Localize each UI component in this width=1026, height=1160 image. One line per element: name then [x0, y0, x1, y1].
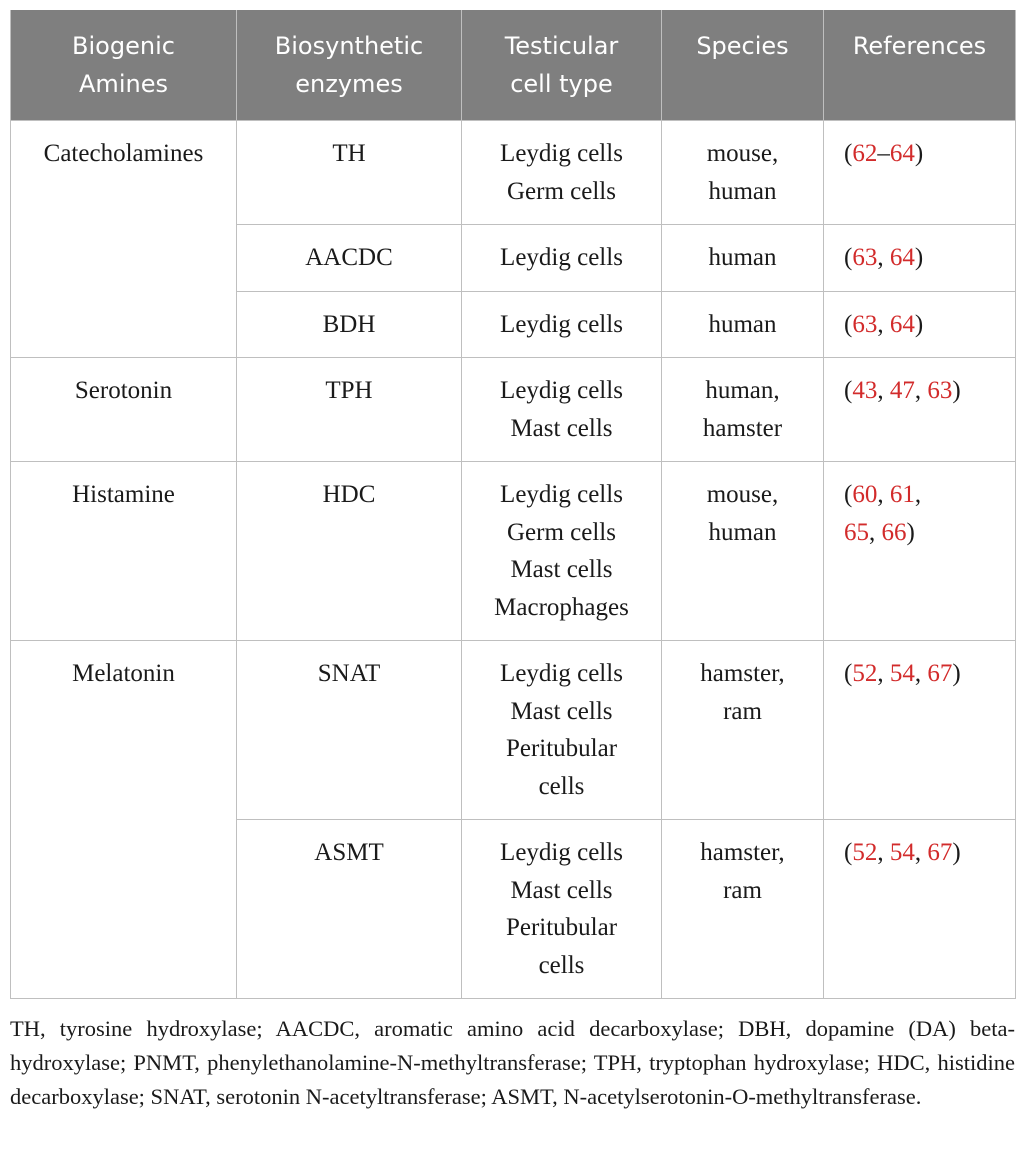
species-line: mouse, [706, 481, 779, 508]
species-line: hamster [702, 414, 783, 442]
species-cell [662, 820, 824, 999]
enzyme-name: SNAT [317, 660, 381, 687]
header-text-line: Amines [79, 70, 168, 98]
enzyme-cell [237, 462, 462, 641]
cell-type-cell [462, 225, 662, 292]
table-footnote: TH, tyrosine hydroxylase; AACDC, aromatic amino acid decarboxylase; DBH, dopamine (DA) beta-hydroxylase; PNMT, phenylethanolamine-N-methyltransferase; TPH, tryptophan hydroxylase; HDC, histidine decarboxylase; SNAT, serotonin N-acetyltransferase; ASMT, N-acetylserotonin-O-methyltransferase. [10, 1016, 1015, 1109]
cell-type-cell [462, 462, 662, 641]
ref-separator: , [877, 310, 890, 338]
ref-paren: ) [914, 310, 924, 338]
ref-separator: , [877, 244, 890, 271]
species-cell [662, 641, 824, 820]
ref-paren: ) [952, 660, 961, 687]
ref-separator: , [914, 377, 928, 404]
ref-separator: , [914, 839, 928, 866]
cell-type-line: Mast cells [510, 876, 613, 904]
reference-link[interactable]: 62 [852, 140, 878, 167]
ref-paren: ( [844, 310, 853, 338]
species-line: ram [723, 697, 762, 725]
header-text-line: enzymes [295, 70, 403, 98]
references-cell [824, 820, 1016, 999]
header-text-line: Biogenic [72, 32, 175, 60]
cell-type-line: Leydig cells [500, 310, 623, 338]
ref-paren: ) [952, 839, 961, 866]
header-text-line: Biosynthetic [274, 32, 424, 60]
cell-type-line: Macrophages [494, 593, 629, 621]
reference-link[interactable]: 63 [852, 244, 878, 271]
reference-link[interactable]: 66 [881, 518, 907, 546]
cell-type-line: Leydig cells [500, 140, 623, 167]
reference-link[interactable]: 67 [927, 660, 953, 687]
ref-paren: ( [844, 660, 853, 687]
ref-separator: , [877, 839, 890, 866]
enzyme-name: AACDC [305, 244, 393, 271]
amine-name: Histamine [72, 481, 175, 508]
ref-separator: , [877, 377, 890, 404]
enzyme-name: BDH [322, 310, 376, 338]
amine-cell [11, 462, 237, 641]
references-cell [824, 291, 1016, 358]
table-row [11, 462, 1016, 641]
biogenic-amines-table [10, 10, 1016, 999]
species-line: hamster, [700, 660, 785, 687]
ref-paren: ( [844, 481, 853, 508]
cell-type-line: Mast cells [510, 697, 613, 725]
reference-link[interactable]: 60 [852, 481, 878, 508]
enzyme-cell [237, 641, 462, 820]
table-row [11, 358, 1016, 462]
cell-type-line: cells [538, 951, 585, 979]
species-cell [662, 358, 824, 462]
header-text-line: References [852, 32, 987, 60]
species-cell [662, 462, 824, 641]
reference-link[interactable]: 54 [889, 839, 915, 866]
amine-name: Melatonin [72, 660, 175, 687]
reference-link[interactable]: 67 [927, 839, 953, 866]
reference-link[interactable]: 52 [852, 839, 878, 866]
amine-name: Catecholamines [43, 140, 204, 167]
header-text-line: Testicular [504, 32, 619, 60]
species-cell [662, 291, 824, 358]
cell-type-line: Germ cells [507, 518, 616, 546]
header-row [11, 10, 1016, 121]
ref-separator: , [869, 518, 882, 546]
species-line: human [708, 177, 777, 205]
reference-link[interactable]: 43 [852, 377, 878, 404]
ref-separator: , [877, 481, 890, 508]
table-row [11, 121, 1016, 225]
header-text-line: Species [696, 32, 789, 60]
cell-type-line: Germ cells [507, 177, 616, 205]
references-cell [824, 225, 1016, 292]
species-line: human [708, 518, 777, 546]
cell-type-line: Leydig cells [500, 481, 623, 508]
enzyme-name: TPH [325, 377, 373, 404]
species-line: hamster, [700, 839, 785, 866]
cell-type-line: cells [538, 772, 585, 800]
enzyme-cell [237, 225, 462, 292]
cell-type-line: Mast cells [510, 414, 613, 442]
enzyme-cell [237, 291, 462, 358]
references-cell [824, 358, 1016, 462]
cell-type-cell [462, 820, 662, 999]
amines-table-container [10, 10, 1015, 999]
enzyme-cell [237, 358, 462, 462]
cell-type-line: Peritubular [505, 914, 618, 941]
ref-separator: , [914, 481, 922, 508]
header-testicular-cell-type [462, 10, 662, 121]
cell-type-cell [462, 291, 662, 358]
ref-paren: ( [844, 839, 853, 866]
reference-link[interactable]: 47 [889, 377, 915, 404]
cell-type-line: Mast cells [510, 556, 613, 583]
species-cell [662, 225, 824, 292]
enzyme-cell [237, 820, 462, 999]
cell-type-line: Leydig cells [500, 244, 623, 271]
enzyme-name: TH [332, 140, 366, 167]
species-line: human, [705, 377, 780, 404]
reference-link[interactable]: 52 [852, 660, 878, 687]
species-line: human [708, 244, 777, 271]
enzyme-name: HDC [322, 481, 376, 508]
reference-link[interactable]: 63 [852, 310, 878, 338]
table-row [11, 641, 1016, 820]
header-text-line: cell type [510, 70, 613, 98]
cell-type-line: Leydig cells [500, 839, 623, 866]
amine-cell [11, 358, 237, 462]
amine-name: Serotonin [74, 377, 173, 404]
cell-type-line: Leydig cells [500, 377, 623, 404]
references-cell [824, 121, 1016, 225]
header-references [824, 10, 1016, 121]
reference-link[interactable]: 54 [889, 660, 915, 687]
cell-type-line: Leydig cells [500, 660, 623, 687]
species-line: human [708, 310, 777, 338]
header-biogenic-amines [11, 10, 237, 121]
cell-type-line: Peritubular [505, 735, 618, 762]
header-biosynthetic-enzymes [237, 10, 462, 121]
ref-paren: ) [914, 140, 924, 167]
cell-type-cell [462, 641, 662, 820]
reference-link[interactable]: 61 [889, 481, 915, 508]
references-cell [824, 641, 1016, 820]
ref-paren: ) [952, 377, 961, 404]
ref-separator: , [914, 660, 928, 687]
reference-link[interactable]: 64 [889, 244, 915, 271]
ref-paren: ) [914, 244, 924, 271]
ref-paren: ( [844, 140, 853, 167]
amine-cell [11, 641, 237, 999]
species-line: ram [723, 876, 762, 904]
ref-separator: – [877, 140, 890, 167]
table-header [11, 10, 1016, 121]
cell-type-cell [462, 358, 662, 462]
table-body [11, 121, 1016, 999]
reference-link[interactable]: 65 [844, 518, 869, 546]
species-cell [662, 121, 824, 225]
ref-separator: , [877, 660, 890, 687]
ref-paren: ( [844, 377, 853, 404]
reference-link[interactable]: 63 [927, 377, 953, 404]
enzyme-name: ASMT [314, 839, 384, 866]
references-cell [824, 462, 1016, 641]
header-species [662, 10, 824, 121]
cell-type-cell [462, 121, 662, 225]
reference-link[interactable]: 64 [889, 140, 915, 167]
amine-cell [11, 121, 237, 358]
reference-link[interactable]: 64 [889, 310, 915, 338]
enzyme-cell [237, 121, 462, 225]
species-line: mouse, [706, 140, 779, 167]
ref-paren: ( [844, 244, 853, 271]
ref-paren: ) [906, 518, 915, 546]
